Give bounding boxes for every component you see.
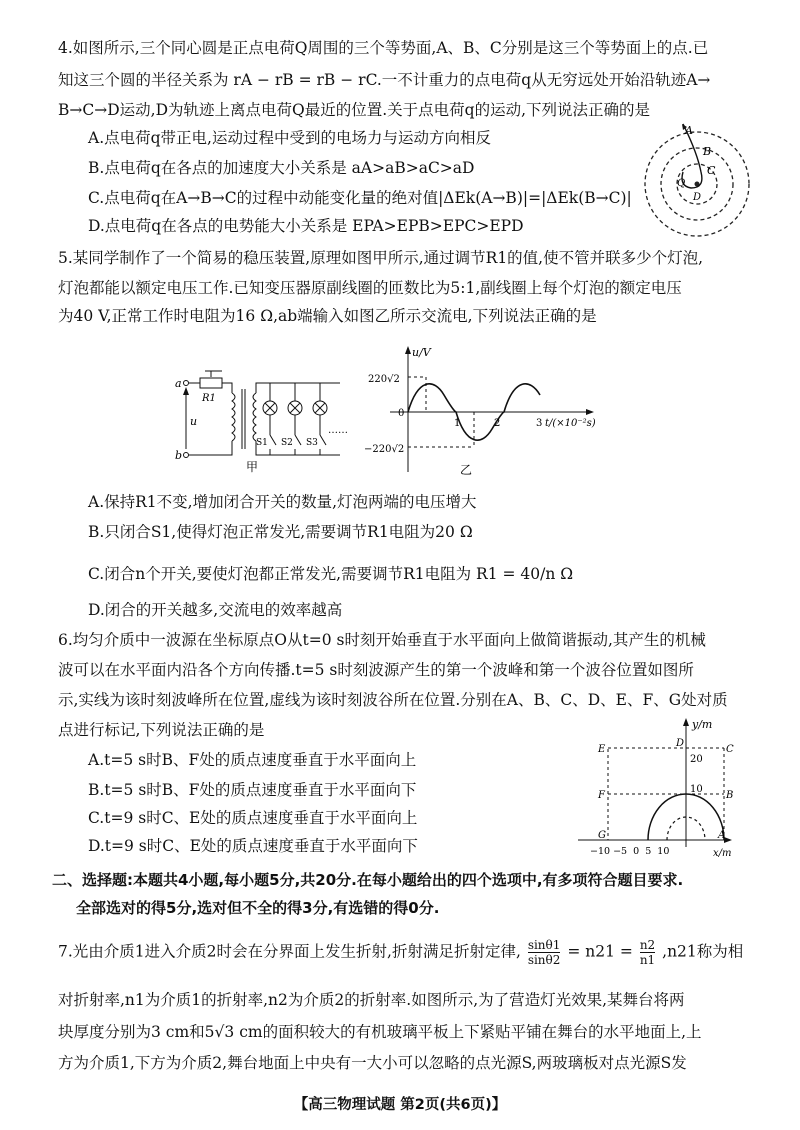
q5-wave-x3: 3: [536, 418, 543, 429]
q5-caption-yi: 乙: [460, 463, 473, 477]
q7-fraction-sin-num: sinθ1: [527, 938, 561, 952]
q5-stem-line2: 灯泡都能以额定电压工作.已知变压器原副线圈的匝数比为5:1,副线圈上每个灯泡的额定电压: [58, 279, 682, 297]
q6-stem-line2: 波可以在水平面内沿各个方向传播.t=5 s时刻波源产生的第一个波峰和第一个波谷位置如图所: [58, 661, 694, 679]
q7-fraction-sin: [528, 938, 561, 967]
q5-label-u: u: [190, 415, 198, 428]
q7-stem-line2: 对折射率,n1为介质1的折射率,n2为介质2的折射率.如图所示,为了营造灯光效果,某舞台将两: [58, 991, 685, 1009]
q5-wave-x2: 2: [494, 418, 501, 429]
q6-option-c: C.t=9 s时C、E处的质点速度垂直于水平面向上: [88, 809, 418, 827]
q5-stem-line3: 为40 V,正常工作时电阻为16 Ω,ab端输入如图乙所示交流电,下列说法正确的是: [58, 307, 597, 325]
q5-waveform-figure: [360, 340, 610, 480]
q5-terminal-a: a: [175, 377, 182, 390]
q5-switch-s1: S1: [256, 438, 268, 448]
q5-wave-x1: 1: [454, 418, 461, 429]
q5-label-r1: R1: [202, 393, 216, 404]
q5-option-a: A.保持R1不变,增加闭合开关的数量,灯泡两端的电压增大: [88, 493, 477, 511]
q4-label-c: C: [707, 164, 716, 177]
page-footer: 【高三物理试题 第2页(共6页)】: [293, 1097, 507, 1113]
q6-point-a: A: [718, 830, 726, 841]
q6-stem-line3: 示,实线为该时刻波峰所在位置,虚线为该时刻波谷所在位置.分别在A、B、C、D、E、F、G处对质: [58, 691, 728, 709]
q6-option-a: A.t=5 s时B、F处的质点速度垂直于水平面向上: [88, 751, 417, 769]
q6-option-b: B.t=5 s时B、F处的质点速度垂直于水平面向下: [88, 781, 417, 799]
q7-stem-line1-end: ,n21称为相: [662, 942, 744, 961]
q5-wave-zero: 0: [398, 408, 405, 419]
q5-stem-line1: 5.某同学制作了一个简易的稳压装置,原理如图甲所示,通过调节R1的值,使不管并联多少个灯泡,: [58, 249, 704, 267]
q5-wave-ylabel: u/V: [412, 346, 431, 359]
q6-wave-figure: [568, 712, 738, 862]
q7-equation-mid: = n21 =: [567, 942, 633, 961]
q4-stem-line2: 知这三个圆的半径关系为 rA − rB = rB − rC.一不计重力的点电荷q从无穷远处开始沿轨迹A→: [58, 71, 711, 89]
q7-fraction-n: [640, 938, 655, 967]
q5-wave-ytop: 220√2: [368, 374, 400, 385]
q6-stem-line4: 点进行标记,下列说法正确的是: [58, 721, 265, 739]
q6-point-f: F: [598, 790, 605, 801]
q5-circuit-figure: [170, 365, 360, 480]
q4-label-b: B: [703, 145, 712, 158]
section2-note: 全部选对的得5分,选对但不全的得3分,有选错的得0分.: [76, 899, 440, 917]
q4-equipotential-figure: [625, 122, 775, 242]
q6-xlabel: x/m: [713, 848, 732, 859]
q7-stem-line4: 方为介质1,下方为介质2,舞台地面上中央有一大小可以忽略的点光源S,两玻璃板对点光源S发: [58, 1054, 687, 1072]
q4-option-a: A.点电荷q带正电,运动过程中受到的电场力与运动方向相反: [88, 129, 491, 147]
q6-xticks: −10 −5 0 5 10: [590, 846, 670, 857]
q6-tick-20: 20: [690, 754, 703, 765]
q6-point-e: E: [598, 744, 606, 755]
q5-caption-jia: 甲: [246, 460, 259, 474]
q5-ellipsis: ……: [328, 425, 348, 436]
q6-stem-line1: 6.均匀介质中一波源在坐标原点O从t=0 s时刻开始垂直于水平面向上做简谐振动,其产生的机械: [58, 631, 706, 649]
q4-label-q: Q: [677, 178, 686, 189]
q7-stem-line1: [58, 938, 743, 967]
q5-wave-ybot: −220√2: [364, 444, 405, 455]
q5-option-d: D.闭合的开关越多,交流电的效率越高: [88, 601, 343, 619]
q7-fraction-n-num: n2: [639, 938, 656, 952]
q6-point-c: C: [726, 744, 734, 755]
q6-tick-10: 10: [690, 784, 703, 795]
q7-stem-line3: 块厚度分别为3 cm和5√3 cm的面积较大的有机玻璃平板上下紧贴平铺在舞台的水平地面上,上: [58, 1023, 702, 1041]
q5-option-c: C.闭合n个开关,要使灯泡都正常发光,需要调节R1电阻为 R1 = 40/n Ω: [88, 565, 574, 583]
q5-terminal-b: b: [175, 449, 183, 462]
q6-point-g: G: [598, 830, 606, 841]
q4-option-c: C.点电荷q在A→B→C的过程中动能变化量的绝对值|ΔEk(A→B)|=|ΔEk(B→C)|: [88, 189, 632, 207]
q5-wave-xlabel: t/(×10⁻²s): [545, 418, 596, 429]
q4-option-b: B.点电荷q在各点的加速度大小关系是 aA>aB>aC>aD: [88, 159, 475, 177]
q6-ylabel: y/m: [692, 718, 713, 731]
q5-switch-s2: S2: [281, 438, 293, 448]
q6-point-d: D: [676, 738, 685, 749]
q4-label-a: A: [685, 124, 693, 137]
q6-option-d: D.t=9 s时C、E处的质点速度垂直于水平面向下: [88, 837, 418, 855]
q4-stem-line1: 4.如图所示,三个同心圆是正点电荷Q周围的三个等势面,A、B、C分别是这三个等势面上的点.已: [58, 39, 709, 57]
q7-fraction-sin-den: sinθ2: [527, 953, 561, 967]
q4-label-d: D: [693, 192, 702, 203]
q5-switch-s3: S3: [306, 438, 318, 448]
q4-stem-line3: B→C→D运动,D为轨迹上离点电荷Q最近的位置.关于点电荷q的运动,下列说法正确的是: [58, 101, 650, 119]
q6-point-b: B: [726, 790, 734, 801]
q7-fraction-n-den: n1: [639, 953, 656, 967]
q7-stem-line1-text: 7.光由介质1进入介质2时会在分界面上发生折射,折射满足折射定律,: [58, 942, 521, 961]
q4-option-d: D.点电荷q在各点的电势能大小关系是 EPA>EPB>EPC>EPD: [88, 217, 524, 235]
q5-option-b: B.只闭合S1,使得灯泡正常发光,需要调节R1电阻为20 Ω: [88, 523, 473, 541]
section2-heading: 二、选择题:本题共4小题,每小题5分,共20分.在每小题给出的四个选项中,有多项符合题目要求.: [52, 871, 684, 889]
